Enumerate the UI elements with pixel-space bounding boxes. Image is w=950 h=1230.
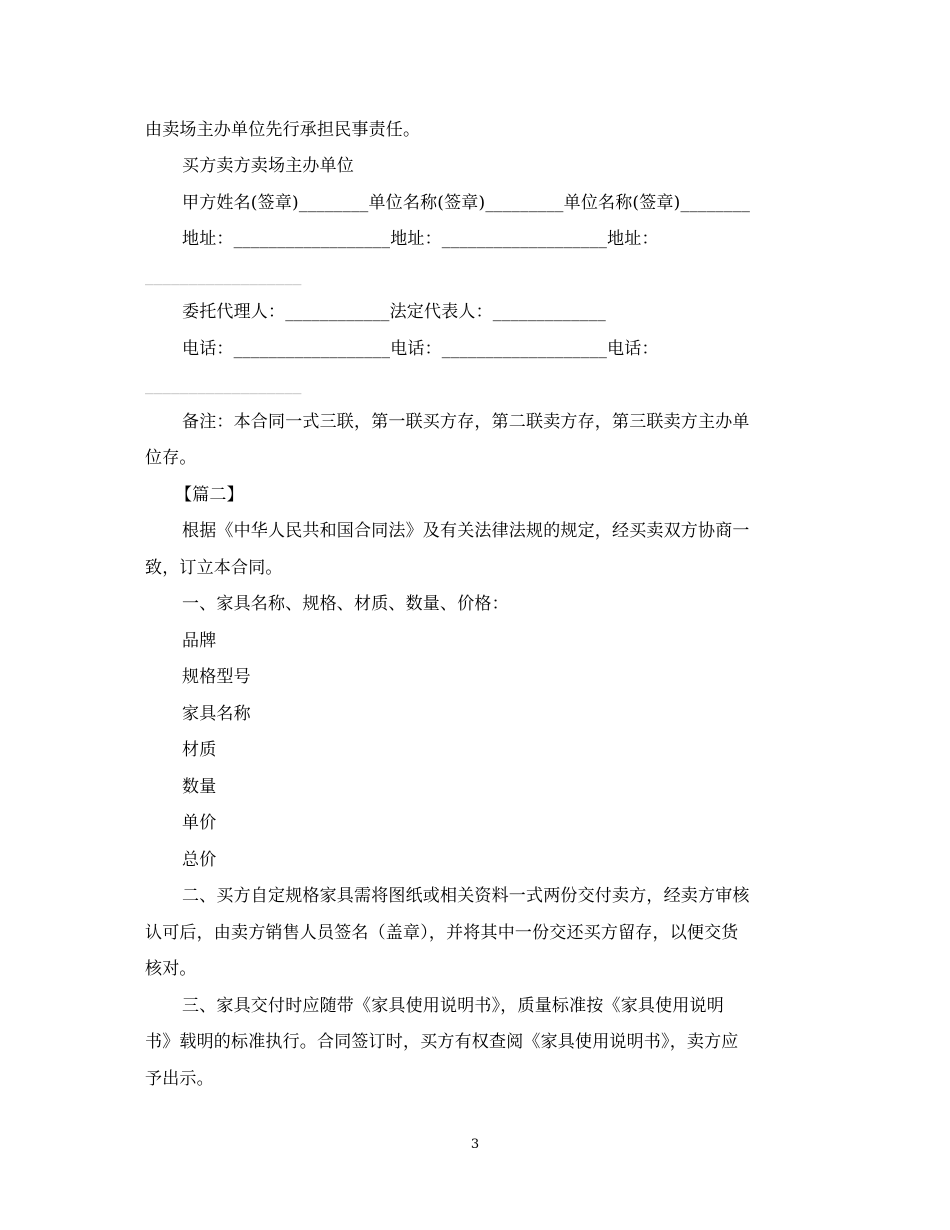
paragraph-line: 根据《中华人民共和国合同法》及有关法律法规的规定，经买卖双方协商一 [182,521,750,541]
agent-line: 委托代理人：____________法定代表人：_____________ [182,302,606,322]
note-line: 备注：本合同一式三联，第一联买方存，第二联卖方存，第三联卖方主办单 [182,412,750,432]
paragraph-line: 书》载明的标准执行。合同签订时，买方有权查阅《家具使用说明书》，卖方应 [145,1032,739,1052]
list-item: 单价 [182,813,217,833]
list-item: 品牌 [182,631,217,651]
section-heading: 【篇二】 [175,485,244,505]
page-number: 3 [470,1137,480,1152]
address-line: 地址：__________________地址：___________________地址： [182,229,659,249]
signature-name-line: 甲方姓名(签章)________单位名称(签章)_________单位名称(签章)________ [182,193,751,213]
list-item: 总价 [182,850,217,870]
phone-continuation: __________________ [145,375,302,395]
text-line: 由卖场主办单位先行承担民事责任。 [145,120,421,140]
list-item: 材质 [182,740,217,760]
signature-header: 买方卖方卖场主办单位 [182,156,354,176]
note-continuation: 位存。 [145,448,197,468]
list-item: 规格型号 [182,667,251,687]
paragraph-line: 致，订立本合同。 [145,558,283,578]
list-item: 数量 [182,777,217,797]
phone-line: 电话：__________________电话：___________________电话： [182,339,659,359]
paragraph-line: 认可后，由卖方销售人员签名（盖章），并将其中一份交还买方留存，以便交货 [145,923,739,943]
clause-heading: 一、家具名称、规格、材质、数量、价格： [182,594,509,614]
address-continuation: __________________ [145,266,302,286]
paragraph-line: 三、家具交付时应随带《家具使用说明书》，质量标准按《家具使用说明 [182,996,724,1016]
paragraph-line: 予出示。 [145,1069,214,1089]
paragraph-line: 核对。 [145,959,197,979]
list-item: 家具名称 [182,704,251,724]
paragraph-line: 二、买方自定规格家具需将图纸或相关资料一式两份交付卖方，经卖方审核 [182,886,750,906]
